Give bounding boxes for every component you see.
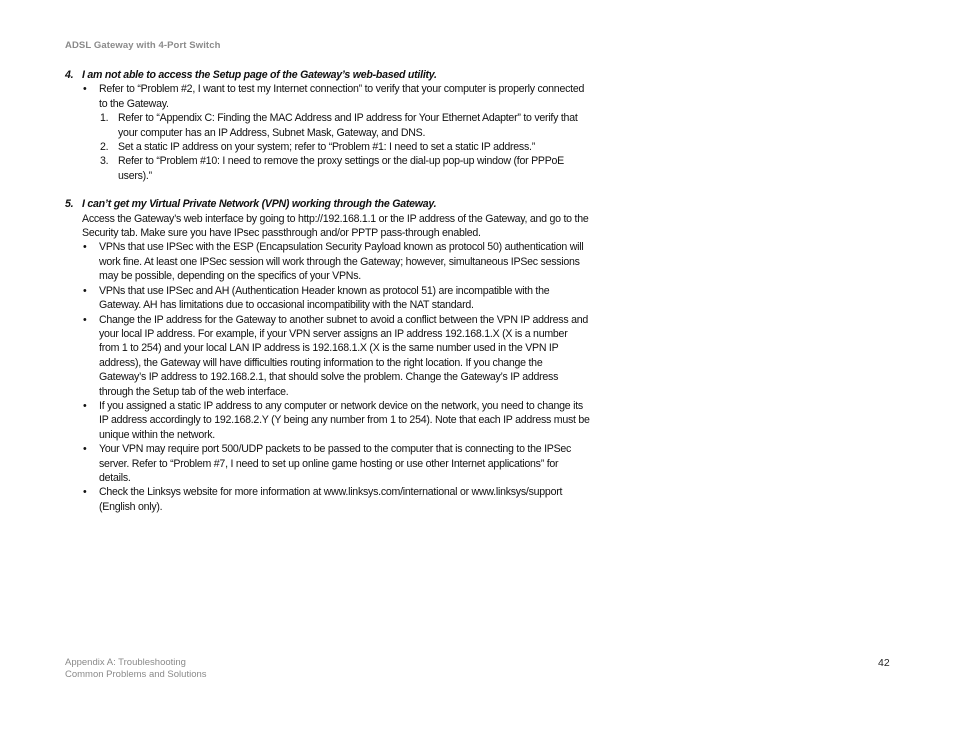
bullet-text: VPNs that use IPSec with the ESP (Encapsulation Security Payload known as protocol 50) authentication will work fine. At least one IPSec session will work through the Gateway; however, simultaneous IPSec sessions may be possible, depending on the specifics of your VPNs.: [99, 241, 584, 283]
bullet-marker: •: [83, 399, 87, 412]
list-item: [65, 485, 590, 514]
list-item: [65, 154, 590, 183]
step-number: 3.: [100, 155, 109, 168]
list-item: [65, 140, 590, 154]
list-item: [65, 240, 590, 283]
bullet-marker: •: [83, 284, 87, 297]
question-5-bullets: [65, 240, 590, 514]
step-text: Set a static IP address on your system; refer to “Problem #1: I need to set a static IP address.”: [118, 141, 535, 154]
bullet-marker: •: [83, 443, 87, 456]
bullet-marker: •: [83, 241, 87, 254]
step-number: 2.: [100, 141, 109, 154]
bullet-text: Refer to “Problem #2, I want to test my Internet connection” to verify that your computer is properly connected to the Gateway.: [99, 83, 585, 110]
running-header: ADSL Gateway with 4-Port Switch: [65, 40, 221, 51]
page-content: [65, 68, 590, 514]
bullet-text: Your VPN may require port 500/UDP packets to be passed to the computer that is connecting to the IPSec server. Refer to “Problem #7, I need to set up online game hosting or use other Internet applications” for details.: [99, 443, 572, 484]
bullet-text: Change the IP address for the Gateway to another subnet to avoid a conflict between the VPN IP address and your local IP address. For example, if your VPN server assigns an IP address 192.168.1.X (X is a number from 1 to 254) and your local LAN IP address is 192.168.1.X (X is the same number used in the VPN IP address), the Gateway will have difficulties routing information to the right location. If you change the Gateway’s IP address to 192.168.2.1, that should solve the problem. Change the Gateway’s IP address through the Setup tab of the web interface.: [99, 313, 588, 398]
list-item: [65, 442, 590, 485]
question-5-intro: Access the Gateway’s web interface by going to http://192.168.1.1 or the IP address of the Gateway, and go to the Security tab. Make sure you have IPsec passthrough and/or PPTP pass-through enabled.: [82, 212, 589, 240]
bullet-marker: •: [83, 486, 87, 499]
bullet-text: VPNs that use IPSec and AH (Authentication Header known as protocol 51) are incompatible with the Gateway. AH has limitations due to occasional incompatibility with the NAT standard.: [99, 284, 550, 312]
question-5-heading: [65, 197, 590, 211]
bullet-text: If you assigned a static IP address to any computer or network device on the network, you need to change its IP address accordingly to 192.168.2.Y (Y being any number from 1 to 254). Note that each IP address must be unique within the network.: [99, 399, 590, 441]
question-4-title: I am not able to access the Setup page of the Gateway’s web-based utility.: [82, 69, 437, 81]
step-text: Refer to “Problem #10: I need to remove the proxy settings or the dial-up pop-up window (for PPPoE users).”: [118, 155, 564, 182]
running-footer: [65, 657, 207, 681]
footer-section: Common Problems and Solutions: [65, 669, 207, 680]
question-4-number: 4.: [65, 69, 74, 81]
question-5-number: 5.: [65, 198, 74, 211]
step-text: Refer to “Appendix C: Finding the MAC Address and IP address for Your Ethernet Adapter” to verify that your computer has an IP Address, Subnet Mask, Gateway, and DNS.: [118, 112, 578, 139]
list-item: [65, 313, 590, 399]
list-item: [65, 82, 590, 111]
list-item: [65, 399, 590, 442]
question-5-title: I can’t get my Virtual Private Network (VPN) working through the Gateway.: [82, 198, 437, 211]
bullet-marker: •: [83, 83, 87, 96]
bullet-marker: •: [83, 313, 87, 326]
page-number: 42: [878, 657, 890, 669]
list-item: [65, 284, 590, 313]
list-item: [65, 111, 590, 140]
question-4-steps: [65, 111, 590, 183]
step-number: 1.: [100, 112, 109, 125]
section-gap: [65, 183, 590, 197]
question-4-bullets: [65, 82, 590, 111]
question-4-heading: [65, 68, 590, 82]
footer-chapter: Appendix A: Troubleshooting: [65, 657, 186, 668]
bullet-text: Check the Linksys website for more information at www.linksys.com/international or www.linksys/support (English only).: [99, 486, 563, 513]
